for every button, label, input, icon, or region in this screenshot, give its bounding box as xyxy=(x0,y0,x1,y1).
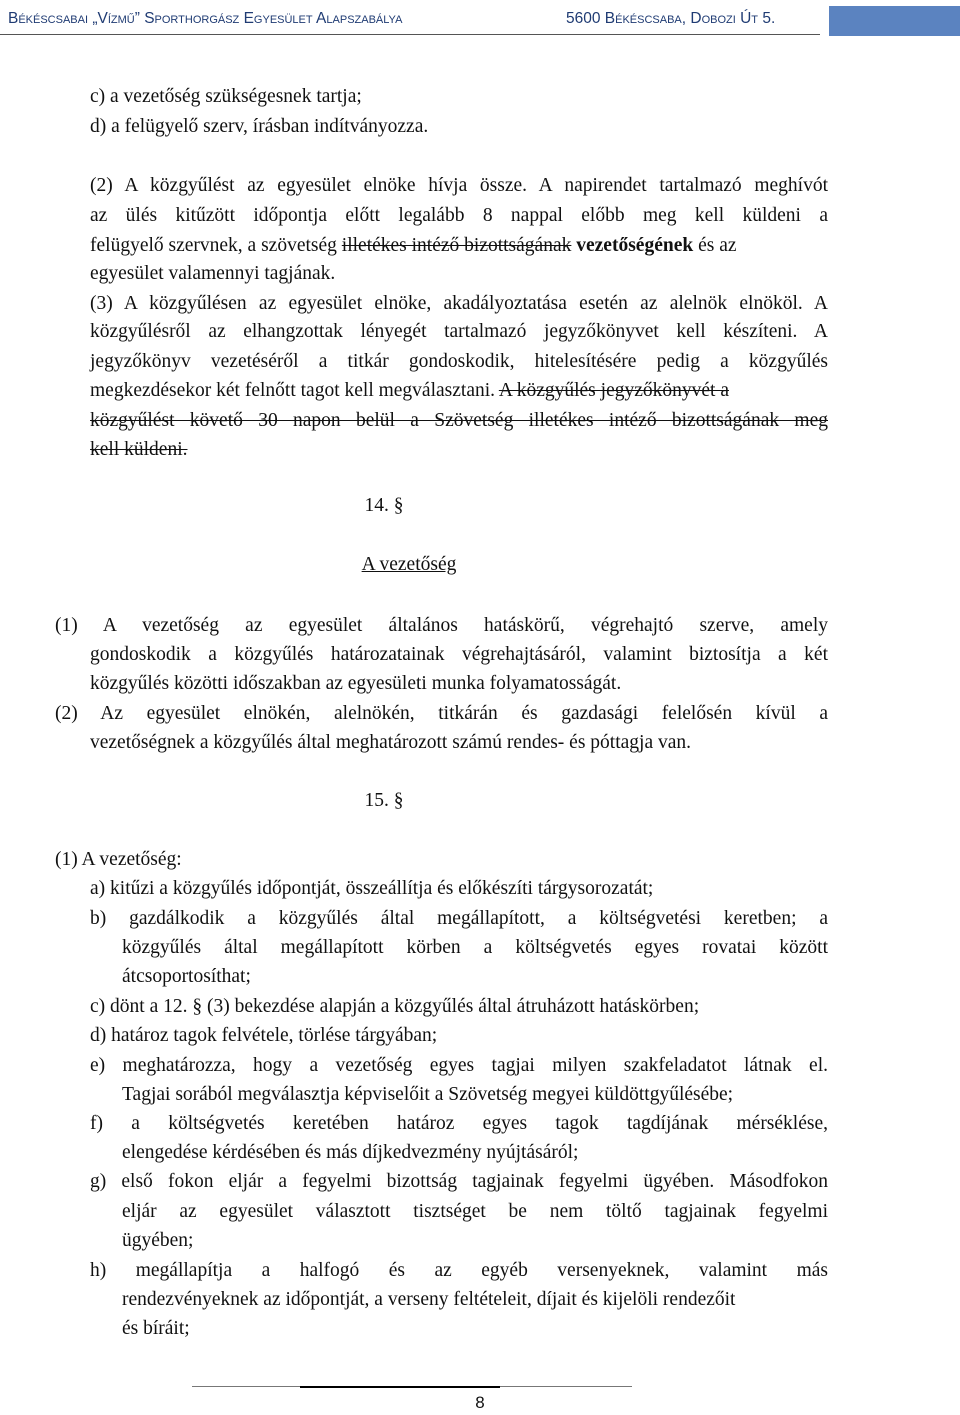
s15-item-a: a) kitűzi a közgyűlés időpontját, összeállítja és előkészíti tárgysorozatát; xyxy=(90,878,654,899)
header-address: 5600 Békéscsaba, Dobozi Út 5. xyxy=(566,10,776,27)
para-2-text: felügyelő szervnek, a szövetség xyxy=(90,235,342,256)
s15-item-h-line-1: h) megállapítja a halfogó és az egyéb versenyeknek, valamint más xyxy=(90,1260,828,1281)
para-2-line-4: egyesület valamennyi tagjának. xyxy=(90,263,336,284)
s15-item-d: d) határoz tagok felvétele, törlése tárgyában; xyxy=(90,1025,438,1046)
s14-para-1-line-2: gondoskodik a közgyűlés határozatainak végrehajtásáról, valamint biztosítja a két xyxy=(90,644,828,665)
para-3-line-1: (3) A közgyűlésen az egyesület elnöke, akadályoztatása esetén az alelnök elnököl. A xyxy=(90,293,828,314)
header-accent-box xyxy=(829,6,960,36)
s14-para-1-line-3: közgyűlés közötti időszakban az egyesületi munka folyamatosságát. xyxy=(90,673,622,694)
header-title: Békéscsabai „Vízmű” Sporthorgász Egyesület Alapszabálya xyxy=(8,10,403,27)
s14-para-2-line-2: vezetőségnek a közgyűlés által meghatározott számú rendes- és póttagja van. xyxy=(90,732,692,753)
s15-item-e-line-1: e) meghatározza, hogy a vezetőség egyes tagjai milyen szakfeladatot látnak el. xyxy=(90,1055,828,1076)
section-15-number: 15. § xyxy=(364,790,404,811)
section-14-title: A vezetőség xyxy=(361,554,457,575)
para-3-text: megkezdésekor két felnőtt tagot kell megválasztani. xyxy=(90,380,499,401)
para-3-line-3: jegyzőkönyv vezetéséről a titkár gondoskodik, hitelesítésére pedig a közgyűlés xyxy=(90,351,828,372)
s15-item-h-line-2: rendezvényeknek az időpontját, a verseny feltételeit, díjait és kijelöli rendezőit xyxy=(122,1289,736,1310)
para-2-text-end: és az xyxy=(693,235,737,256)
para-3-line-5: közgyűlést követő 30 napon belül a Szövetség illetékes intéző bizottságának meg xyxy=(90,410,828,431)
s15-item-f-line-1: f) a költségvetés keretében határoz egyes tagok tagdíjának mérséklése, xyxy=(90,1113,828,1134)
para-2-line-3 xyxy=(90,234,737,258)
s15-item-b-line-3: átcsoportosíthat; xyxy=(122,966,251,987)
s14-para-1-line-1: (1) A vezetőség az egyesület általános hatáskörű, végrehajtó szerve, amely xyxy=(55,615,828,636)
page-header xyxy=(0,6,960,40)
s15-item-g-line-2: eljár az egyesület választott tisztséget be nem töltő tagjainak fegyelmi xyxy=(122,1201,828,1222)
section-14-number: 14. § xyxy=(364,495,404,516)
s15-item-g-line-1: g) első fokon eljár a fegyelmi bizottság tagjainak fegyelmi ügyében. Másodfokon xyxy=(90,1171,828,1192)
page-number: 8 xyxy=(475,1393,485,1412)
para-3-line-2: közgyűlésről az elhangzottak lényegét tartalmazó jegyzőkönyvet kell készíteni. A xyxy=(90,321,828,342)
footer-rule-bold xyxy=(300,1386,500,1388)
s14-para-2-line-1: (2) Az egyesület elnökén, alelnökén, titkárán és gazdasági felelősén kívül a xyxy=(55,703,828,724)
struck-text: A közgyűlés jegyzőkönyvét a xyxy=(498,380,729,401)
s15-item-f-line-2: elengedése kérdésében és más díjkedvezmény nyújtásáról; xyxy=(122,1142,579,1163)
struck-text: illetékes intéző bizottságának xyxy=(341,235,572,256)
item-c: c) a vezetőség szükségesnek tartja; xyxy=(90,86,362,107)
s15-item-b-line-1: b) gazdálkodik a közgyűlés által megállapított, a költségvetési keretben; a xyxy=(90,908,828,929)
s15-item-e-line-2: Tagjai sorából megválasztja képviselőit a Szövetség megyei küldöttgyűlésébe; xyxy=(122,1084,734,1105)
para-2-line-1: (2) A közgyűlést az egyesület elnöke hívja össze. A napirendet tartalmazó meghívót xyxy=(90,175,828,196)
para-2-line-2: az ülés kitűzött időpontja előtt legalább 8 nappal előbb meg kell küldeni a xyxy=(90,205,828,226)
para-3-line-6: kell küldeni. xyxy=(90,439,188,460)
s15-item-g-line-3: ügyében; xyxy=(122,1230,194,1251)
para-3-line-4 xyxy=(90,379,729,403)
s15-para-1: (1) A vezetőség: xyxy=(55,849,182,870)
header-rule xyxy=(0,34,820,35)
item-d: d) a felügyelő szerv, írásban indítványozza. xyxy=(90,116,429,137)
bold-text: vezetőségének xyxy=(571,235,694,256)
s15-item-c: c) dönt a 12. § (3) bekezdése alapján a közgyűlés által átruházott hatáskörben; xyxy=(90,996,700,1017)
s15-item-h-line-3: és bíráit; xyxy=(122,1318,190,1339)
s15-item-b-line-2: közgyűlés által megállapított körben a költségvetés egyes rovatai között xyxy=(122,937,828,958)
